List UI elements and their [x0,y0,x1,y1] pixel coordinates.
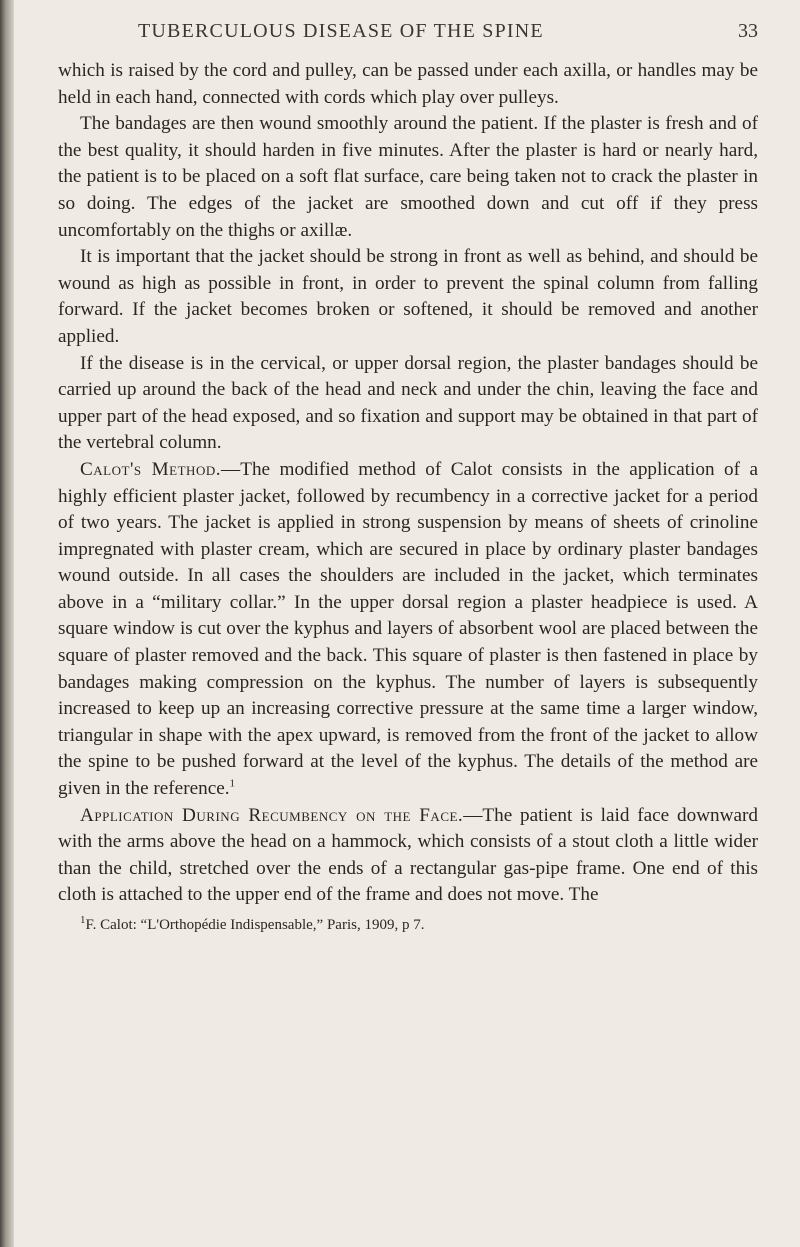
book-binding-edge [0,0,14,1247]
paragraph-6-text: —The patient is laid face downward with the arms above the head on a hammock, which consists of a stout cloth a little wider than the child, stretched over the ends of a rectangular gas-pipe frame. One end of this cloth is attached to the upper end of the frame and does not move. The [58,804,758,906]
page-number: 33 [738,20,758,42]
running-title: TUBERCULOUS DISEASE OF THE SPINE [138,20,544,42]
footnote-marker: 1 [80,914,86,926]
page-header [58,18,758,58]
paragraph-3: It is important that the jacket should be strong in front as well as behind, and should be wound as high as possible in front, in order to prevent the spinal column from falling forward. If the jacket becomes broken or softened, it should be removed and another applied. [58,246,758,347]
paragraph-6 [58,803,758,909]
paragraph-5-text: —The modified method of Calot consists in the application of a highly efficient plaster jacket, followed by recumbency in a corrective jacket for a period of two years. The jacket is applied in strong suspension by means of sheets of crinoline impregnated with plaster cream, which are secured in place by ordinary plaster bandages wound outside. In all cases the shoulders are included in the jacket, which terminates above in a “military collar.” In the upper dorsal region a plaster headpiece is used. A square window is cut over the kyphus and layers of absorbent wool are placed between the square of plaster removed and the back. This square of plaster is then fastened in place by bandages making compression on the kyphus. The number of layers is subsequently increased to keep up an increasing corrective pressure at the same time a larger window, triangular in shape with the apex upward, is removed from the front of the jacket to allow the spine to be pushed forward at the level of the kyphus. The details of the method are given in the reference. [58,458,758,800]
paragraph-2: The bandages are then wound smoothly around the patient. If the plaster is fresh and of the best quality, it should harden in five minutes. After the plaster is hard or nearly hard, the patient is to be placed on a soft flat surface, care being taken not to crack the plaster in so doing. The edges of the jacket are smoothed down and cut off if they press uncomfortably on the thighs or axillæ. [58,113,758,241]
body-text [58,58,758,909]
footnote [58,915,758,935]
paragraph-1: which is raised by the cord and pulley, can be passed under each axilla, or handles may be held in each hand, connected with cords which play over pulleys. [58,60,758,108]
book-page [58,18,758,935]
paragraph-5 [58,457,758,803]
footnote-ref: 1 [229,777,236,790]
footnote-text: F. Calot: “L'Orthopédie Indispensable,” Paris, 1909, p 7. [85,917,425,933]
section-heading-recumbency: Application During Recumbency on the Face. [80,804,464,826]
paragraph-4: If the disease is in the cervical, or upper dorsal region, the plaster bandages should be carried up around the back of the head and neck and under the chin, leaving the face and upper part of the head exposed, and so fixation and support may be obtained in that part of the vertebral column. [58,352,758,454]
section-heading-calot: Calot's Method. [80,458,222,480]
